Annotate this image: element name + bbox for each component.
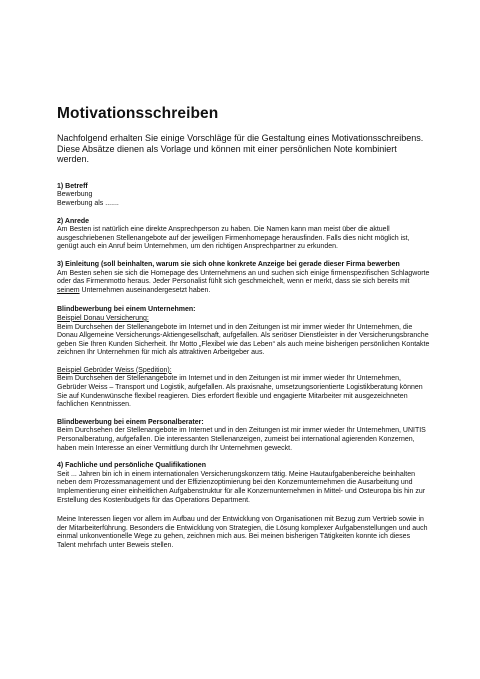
blind-unternehmen-heading: Blindbewerbung bei einem Unternehmen:	[57, 306, 196, 314]
einleitung-heading: 3) Einleitung (soll beinhalten, warum sie sich ohne konkrete Anzeige bei gerade dieser Firma bewerben	[57, 260, 400, 268]
qualifikationen-text-2: Meine Interessen liegen vor allem im Aufbau und der Entwicklung von Organisationen mit Bezug zum Vertrieb sowie in der Mitarbeiterführung. Besonders die Entwicklung von Strategien, die Lösung komplexer Aufgabenstellungen und auch einmal unkonventionelle Wege zu gehen, zeichnen mich aus. Bei meinen bisherigen Tätigkeiten konnte ich dieses Talent mehrfach unter Beweis stellen.	[57, 516, 428, 549]
einleitung-underlined-word: seinem	[57, 286, 80, 294]
intro-paragraph: Nachfolgend erhalten Sie einige Vorschläge für die Gestaltung eines Motivationsschreibens. Diese Absätze dienen als Vorlage und können mit einer persönlichen Note kombiniert werden.	[57, 133, 424, 165]
example-donau-text: Beim Durchsehen der Stellenangebote im Internet und in den Zeitungen ist mir immer wieder Ihr Unternehmen, die Donau Allgemeine Versicherungs-Aktiengesellschaft, aufgefallen. Als seriöser Dienstleister in der Versicherungsbranche geben Sie Ihren Kunden Sicherheit. Ihr Motto „Flexibel wie das Leben“ als auch meine bisherigen persönlichen Kontakte zeichnen Ihr Unternehmen für mich als attraktiven Arbeitgeber aus.	[57, 323, 430, 357]
section-qualifikationen	[57, 462, 430, 505]
blind-berater-heading: Blindbewerbung bei einem Personalberater:	[57, 418, 204, 426]
section-anrede	[57, 218, 430, 252]
example-weiss-label: Beispiel Gebrüder Weiss (Spedition):	[57, 366, 172, 374]
section-blindbewerbung-berater	[57, 419, 430, 453]
qualifikationen-heading: 4) Fachliche und persönliche Qualifikationen	[57, 462, 206, 470]
section-blindbewerbung-unternehmen	[57, 306, 430, 358]
section-betreff	[57, 183, 430, 209]
blind-berater-text: Beim Durchsehen der Stellenangebote im Internet und in den Zeitungen ist mir immer wieder Ihr Unternehmen, UNITIS Personalberatung, aufgefallen. Die interessanten Stellenanzeigen, zumeist bei international agierenden Konzernen, haben mein Interesse an einer Vermittlung durch Ihr Unternehmen geweckt.	[57, 427, 426, 452]
einleitung-text	[57, 270, 430, 296]
betreff-line-2: Bewerbung als .......	[57, 199, 119, 207]
qualifikationen-text-1: Seit ... Jahren bin ich in einem internationalen Versicherungskonzern tätig. Meine Hautaufgabenbereiche beinhalten neben dem Prozessmanagement und der Effizienzoptimierung bei den Konzernunternehmen die Ausarbeitung und Implementierung einer einheitlichen Aufgabenstruktur für alle Konzernunternehmen in Mittel- und Osteuropa bis hin zur Erstellung des Kostenbudgets für das Operations Department.	[57, 470, 426, 504]
section-interessen	[57, 516, 430, 550]
document-title: Motivationsschreiben	[57, 105, 219, 122]
anrede-text: Am Besten ist natürlich eine direkte Ansprechperson zu haben. Die Namen kann man meist über die aktuell ausgeschriebenen Stellenangebote auf der jeweiligen Firmenhomepage herausfinden. Falls dies nicht möglich ist, genügt auch ein Anruf beim Unternehmen, um den richtigen Ansprechpartner zu erkunden.	[57, 226, 410, 251]
section-example-weiss	[57, 367, 430, 410]
betreff-heading: 1) Betreff	[57, 182, 88, 190]
einleitung-text-start: Am Besten sehen sie sich die Homepage des Unternehmens an und suchen sich einige firmenspezifischen Schlagworte oder das Firmenmotto heraus. Jeder Personalist fühlt sich geschmeichelt, wenn er merkt, dass sie sich bereits mit	[57, 269, 430, 286]
section-einleitung	[57, 261, 430, 295]
einleitung-text-end: Unternehmen auseinandergesetzt haben.	[79, 286, 211, 294]
example-weiss-text: Beim Durchsehen der Stellenangebote im Internet und in den Zeitungen ist mir immer wieder Ihr Unternehmen, Gebrüder Weiss – Transport und Logistik, aufgefallen. Als praxisnahe, umsetzungsorientierte Logistikberatung können Sie auf Kundenwünsche flexibel reagieren. Dies erfordert flexible und engagierte Mitarbeiter mit ausgezeichneten fachlichen Kenntnissen.	[57, 375, 423, 409]
anrede-heading: 2) Anrede	[57, 217, 90, 225]
betreff-line-1: Bewerbung	[57, 191, 93, 199]
example-donau-label: Beispiel Donau Versicherung:	[57, 314, 149, 322]
